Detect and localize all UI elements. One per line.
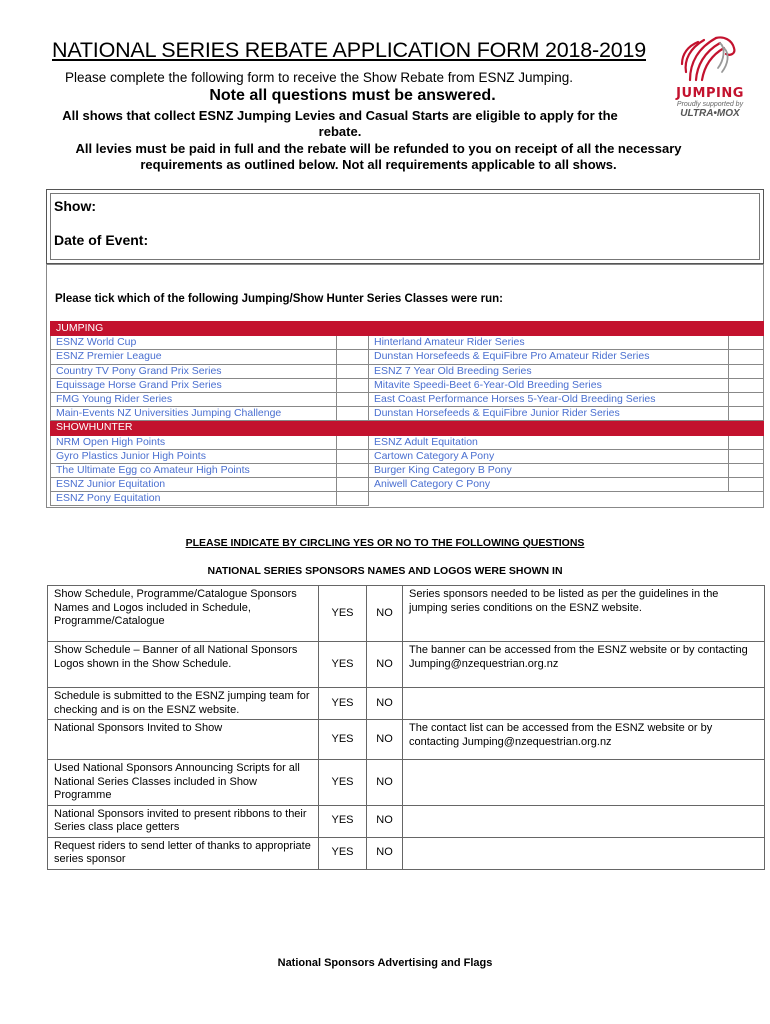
question-note: [403, 805, 765, 837]
series-item-right: Cartown Category A Pony: [369, 449, 729, 463]
series-tick-box-right[interactable]: [729, 435, 764, 449]
series-row: [51, 492, 764, 506]
no-option[interactable]: NO: [367, 720, 403, 760]
levies-line-2: requirements as outlined below. Not all requirements applicable to all shows.: [140, 157, 617, 172]
series-tick-box-right[interactable]: [729, 478, 764, 492]
question-text: National Sponsors invited to present ribbons to their Series class place getters: [48, 805, 319, 837]
series-row: [51, 449, 764, 463]
question-text: National Sponsors Invited to Show: [48, 720, 319, 760]
question-row: [48, 760, 765, 806]
series-category-label: SHOWHUNTER: [51, 421, 337, 435]
yes-option[interactable]: YES: [319, 642, 367, 688]
series-item-right: Mitavite Speedi-Beet 6-Year-Old Breeding Series: [369, 378, 729, 392]
series-item-right: East Coast Performance Horses 5-Year-Old Breeding Series: [369, 392, 729, 406]
series-item-right: Hinterland Amateur Rider Series: [369, 336, 729, 350]
question-row: [48, 642, 765, 688]
series-heading: Please tick which of the following Jumping/Show Hunter Series Classes were run:: [55, 293, 503, 305]
question-note: [403, 837, 765, 869]
series-tick-box-left[interactable]: [337, 435, 369, 449]
horse-head-icon: [660, 28, 760, 88]
series-tick-box-left[interactable]: [337, 392, 369, 406]
question-text: Used National Sponsors Announcing Scripts for all National Series Classes included in Show Programme: [48, 760, 319, 806]
series-section: [46, 264, 764, 508]
question-note: The contact list can be accessed from the ESNZ website or by contacting Jumping@nzequestrian.org.nz: [403, 720, 765, 760]
footer-heading: National Sponsors Advertising and Flags: [277, 957, 493, 969]
series-item-left: ESNZ Premier League: [51, 350, 337, 364]
series-item-right: Burger King Category B Pony: [369, 463, 729, 477]
series-row: [51, 336, 764, 350]
series-table: [50, 321, 764, 506]
series-tick-box-right: [729, 492, 764, 506]
question-text: Show Schedule, Programme/Catalogue Sponsors Names and Logos included in Schedule, Programme/Catalogue: [48, 586, 319, 642]
series-row: [51, 378, 764, 392]
no-option[interactable]: NO: [367, 760, 403, 806]
question-row: [48, 688, 765, 720]
questions-heading: PLEASE INDICATE BY CIRCLING YES OR NO TO THE FOLLOWING QUESTIONS: [185, 537, 585, 549]
series-tick-box-right[interactable]: [729, 336, 764, 350]
series-tick-box-right[interactable]: [729, 407, 764, 421]
series-tick-box-right[interactable]: [729, 378, 764, 392]
no-option[interactable]: NO: [367, 586, 403, 642]
category-spacer: [369, 421, 729, 435]
series-tick-box-left[interactable]: [337, 449, 369, 463]
series-item-right: ESNZ 7 Year Old Breeding Series: [369, 364, 729, 378]
series-item-left: FMG Young Rider Series: [51, 392, 337, 406]
series-row: [51, 407, 764, 421]
question-text: Request riders to send letter of thanks to appropriate series sponsor: [48, 837, 319, 869]
esnz-jumping-logo: [660, 28, 760, 124]
show-details-inner: [50, 193, 760, 260]
series-row: [51, 392, 764, 406]
series-item-left: Gyro Plastics Junior High Points: [51, 449, 337, 463]
category-spacer: [337, 421, 369, 435]
logo-subtext: Proudly supported by: [676, 101, 744, 108]
series-item-left: Country TV Pony Grand Prix Series: [51, 364, 337, 378]
question-row: [48, 720, 765, 760]
sponsors-heading: NATIONAL SERIES SPONSORS NAMES AND LOGOS WERE SHOWN IN: [207, 565, 563, 577]
series-tick-box-left[interactable]: [337, 378, 369, 392]
question-row: [48, 586, 765, 642]
series-row: [51, 364, 764, 378]
series-tick-box-left[interactable]: [337, 463, 369, 477]
logo-word: JUMPING: [676, 86, 744, 101]
series-row: [51, 350, 764, 364]
series-category-label: JUMPING: [51, 322, 337, 336]
category-spacer: [729, 322, 764, 336]
question-note: [403, 760, 765, 806]
series-category-row: [51, 421, 764, 435]
series-tick-box-left[interactable]: [337, 478, 369, 492]
series-tick-box-left[interactable]: [337, 407, 369, 421]
series-item-left: ESNZ Pony Equitation: [51, 492, 337, 506]
no-option[interactable]: NO: [367, 642, 403, 688]
date-field-label: Date of Event:: [54, 232, 149, 248]
levies-line-1: All levies must be paid in full and the rebate will be refunded to you on receipt of all the necessary: [75, 141, 682, 156]
series-row: [51, 435, 764, 449]
series-tick-box-right[interactable]: [729, 350, 764, 364]
yes-option[interactable]: YES: [319, 837, 367, 869]
yes-option[interactable]: YES: [319, 688, 367, 720]
series-item-left: The Ultimate Egg co Amateur High Points: [51, 463, 337, 477]
question-text: Schedule is submitted to the ESNZ jumping team for checking and is on the ESNZ website.: [48, 688, 319, 720]
question-row: [48, 805, 765, 837]
question-note: [403, 688, 765, 720]
no-option[interactable]: NO: [367, 837, 403, 869]
series-item-left: NRM Open High Points: [51, 435, 337, 449]
form-title: NATIONAL SERIES REBATE APPLICATION FORM 2018-2019: [52, 38, 646, 62]
yes-option[interactable]: YES: [319, 720, 367, 760]
series-tick-box-right[interactable]: [729, 392, 764, 406]
series-tick-box-left[interactable]: [337, 336, 369, 350]
no-option[interactable]: NO: [367, 688, 403, 720]
series-item-left: ESNZ World Cup: [51, 336, 337, 350]
category-spacer: [729, 421, 764, 435]
series-tick-box-left[interactable]: [337, 364, 369, 378]
logo-brand: ULTRA•MOX: [680, 108, 740, 119]
show-details-box: [46, 189, 764, 264]
question-note: Series sponsors needed to be listed as per the guidelines in the jumping series conditions on the ESNZ website.: [403, 586, 765, 642]
eligibility-line-1: All shows that collect ESNZ Jumping Levies and Casual Starts are eligible to apply for the: [62, 108, 618, 123]
show-field-label: Show:: [54, 198, 96, 214]
series-tick-box-right[interactable]: [729, 364, 764, 378]
series-tick-box-right[interactable]: [729, 449, 764, 463]
yes-option[interactable]: YES: [319, 805, 367, 837]
series-row: [51, 463, 764, 477]
category-spacer: [337, 322, 369, 336]
series-row: [51, 478, 764, 492]
question-row: [48, 837, 765, 869]
category-spacer: [369, 322, 729, 336]
series-category-row: [51, 322, 764, 336]
series-item-right: ESNZ Adult Equitation: [369, 435, 729, 449]
no-option[interactable]: NO: [367, 805, 403, 837]
series-item-left: Main-Events NZ Universities Jumping Challenge: [51, 407, 337, 421]
series-tick-box-left[interactable]: [337, 350, 369, 364]
series-item-left: ESNZ Junior Equitation: [51, 478, 337, 492]
note-text: Note all questions must be answered.: [209, 87, 496, 104]
series-item-right: Dunstan Horsefeeds & EquiFibre Junior Rider Series: [369, 407, 729, 421]
questions-table: [47, 585, 765, 870]
series-item-right: [369, 492, 729, 506]
question-text: Show Schedule – Banner of all National Sponsors Logos shown in the Show Schedule.: [48, 642, 319, 688]
yes-option[interactable]: YES: [319, 760, 367, 806]
series-item-right: Aniwell Category C Pony: [369, 478, 729, 492]
intro-text: Please complete the following form to receive the Show Rebate from ESNZ Jumping.: [65, 70, 573, 85]
question-note: The banner can be accessed from the ESNZ website or by contacting Jumping@nzequestrian.org.nz: [403, 642, 765, 688]
series-tick-box-right[interactable]: [729, 463, 764, 477]
series-tick-box-left[interactable]: [337, 492, 369, 506]
series-item-left: Equissage Horse Grand Prix Series: [51, 378, 337, 392]
series-item-right: Dunstan Horsefeeds & EquiFibre Pro Amateur Rider Series: [369, 350, 729, 364]
yes-option[interactable]: YES: [319, 586, 367, 642]
eligibility-line-2: rebate.: [318, 124, 362, 139]
